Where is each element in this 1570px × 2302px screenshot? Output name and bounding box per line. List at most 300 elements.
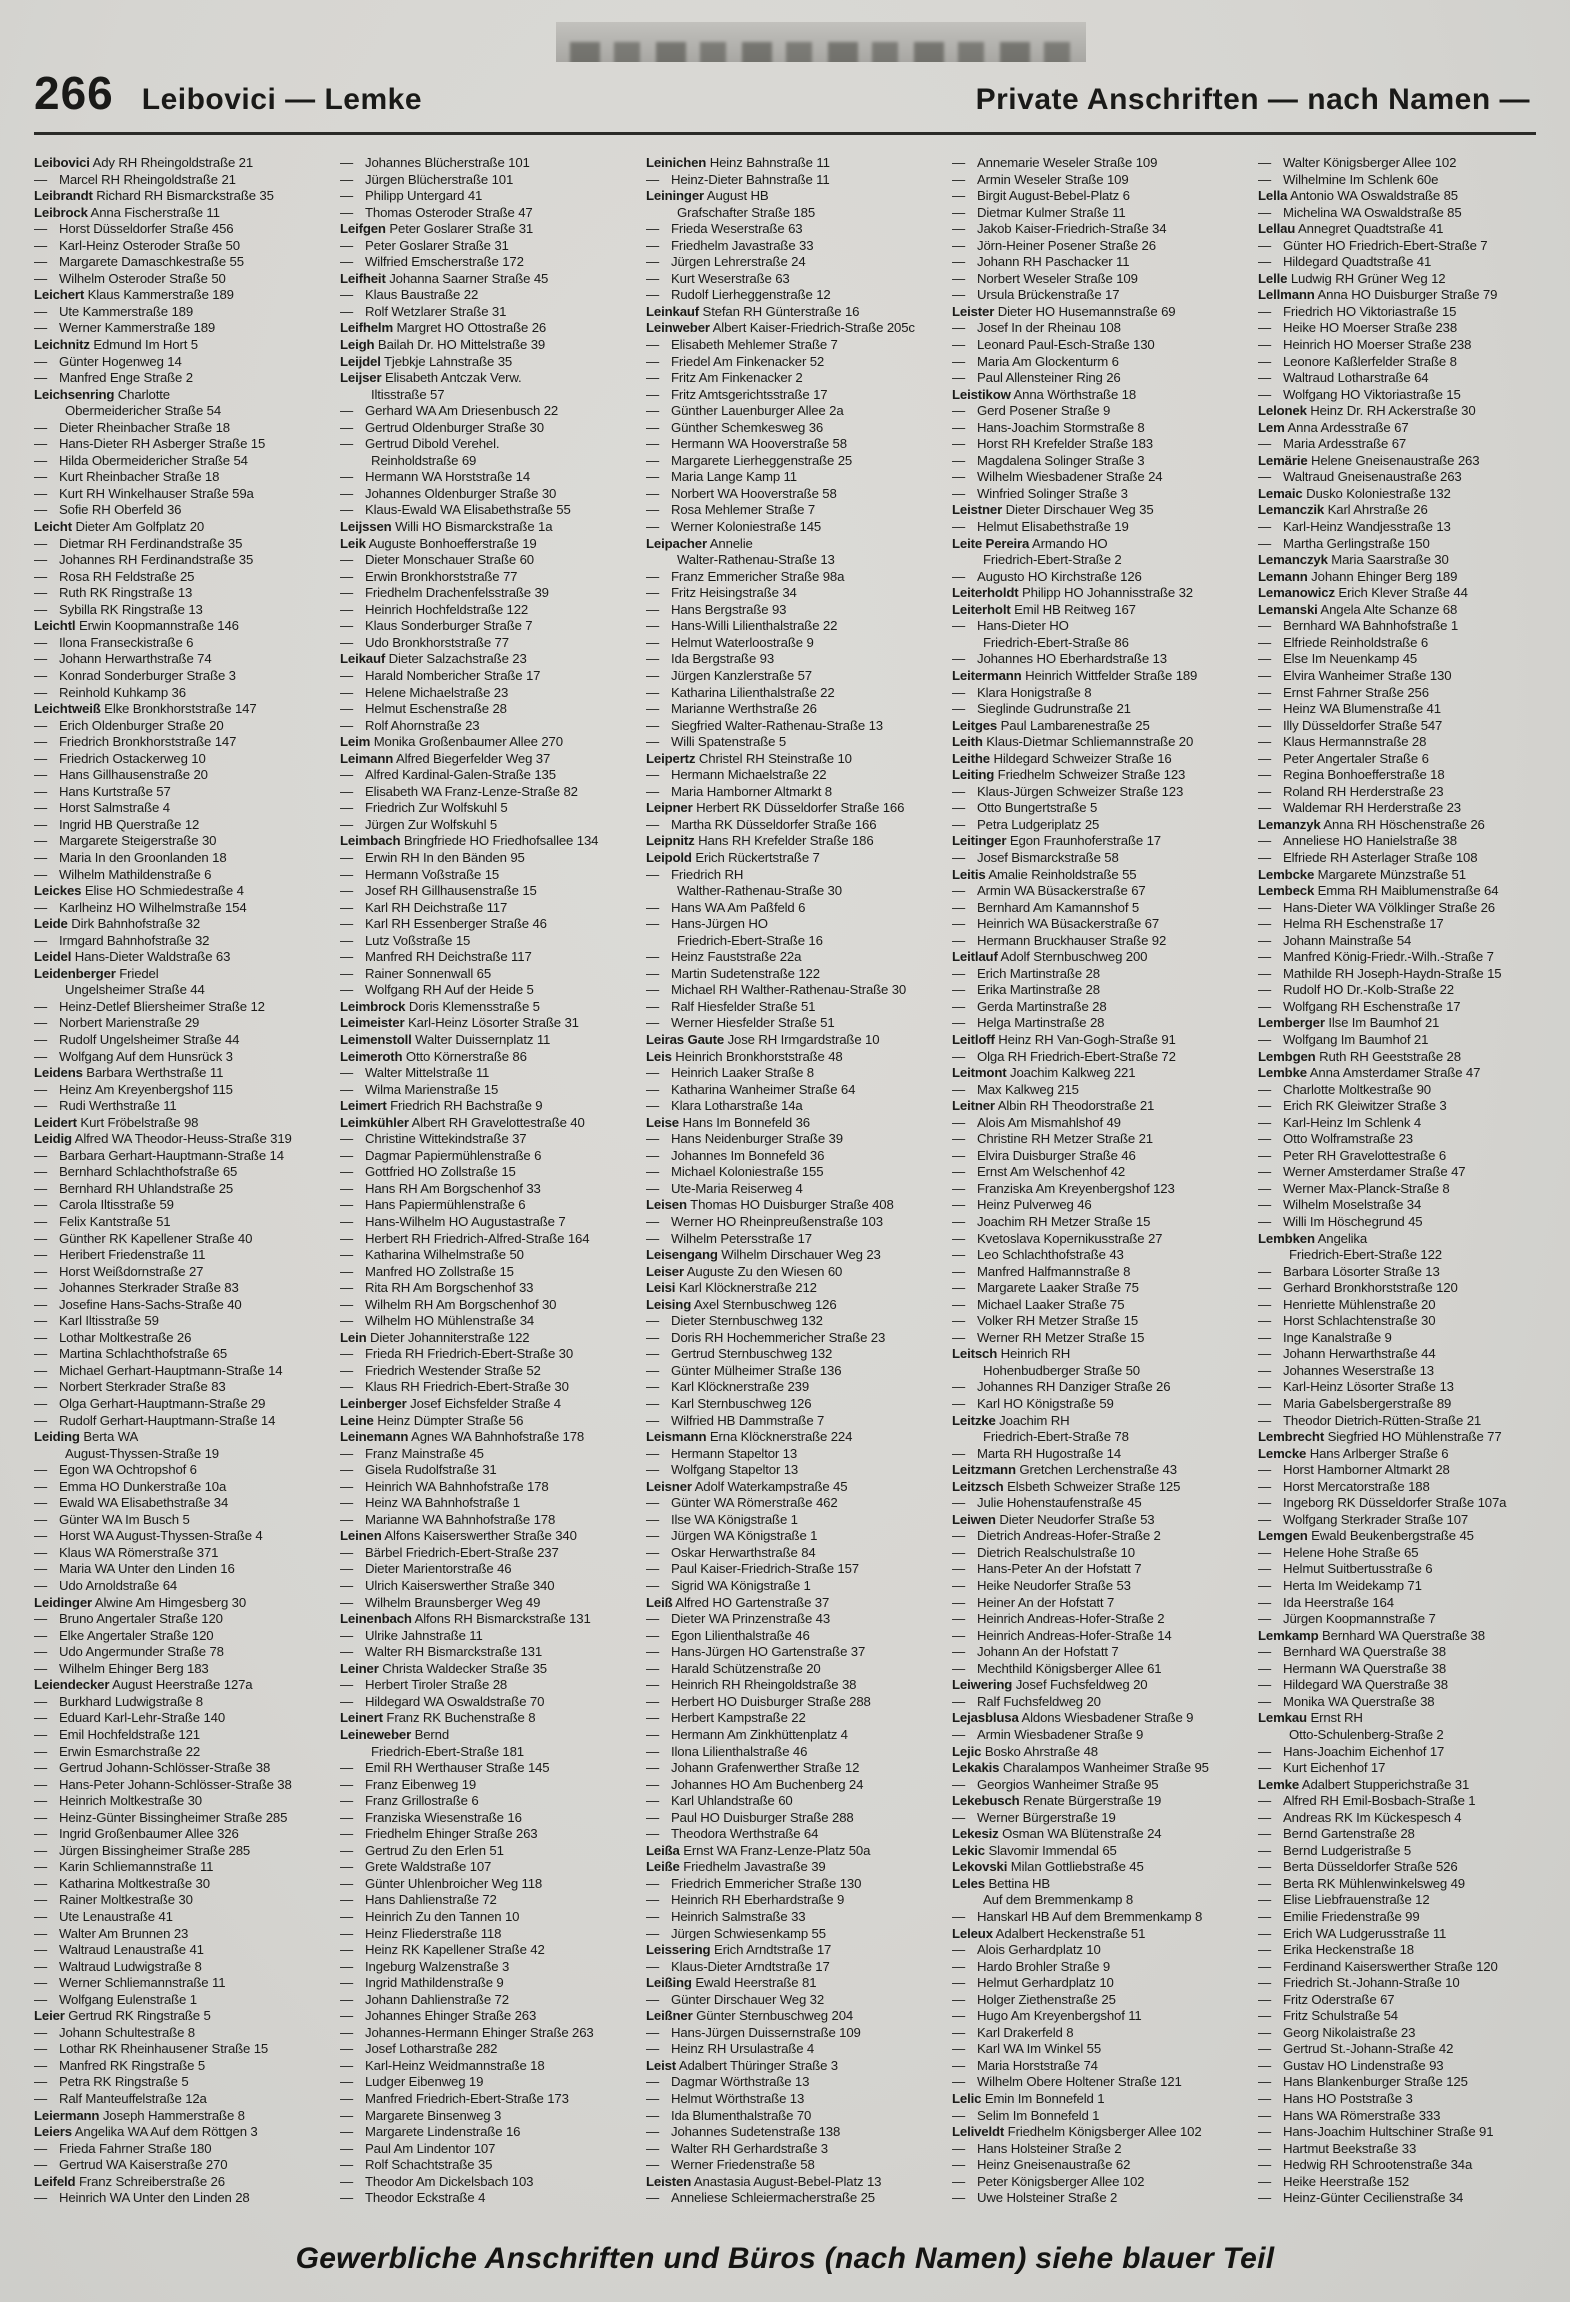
ditto-dash: — xyxy=(646,2074,660,2090)
entry-surname: Leithe xyxy=(952,750,990,766)
ditto-dash: — xyxy=(952,1908,966,1924)
directory-entry: Leitis Amalie Reinholdstraße 55 xyxy=(952,866,1137,882)
directory-entry: — Bärbel Friedrich-Ebert-Straße 237 xyxy=(340,1544,559,1560)
directory-entry: Leicht Dieter Am Golfplatz 20 xyxy=(34,519,205,535)
directory-entry: — Karl Sternbuschweg 126 xyxy=(646,1396,812,1412)
directory-entry: — Norbert Marienstraße 29 xyxy=(34,1015,200,1031)
directory-entry: — Maria Lange Kamp 11 xyxy=(646,469,797,485)
entry-surname: Lejic xyxy=(952,1743,982,1759)
ditto-dash: — xyxy=(340,155,354,170)
ditto-dash: — xyxy=(952,1230,966,1246)
directory-entry: — Ilse WA Königstraße 1 xyxy=(646,1511,798,1527)
directory-entry: — Klaus-Jürgen Schweizer Straße 123 xyxy=(952,783,1184,799)
directory-entry: — Gertrud Oldenburger Straße 30 xyxy=(340,419,544,435)
directory-entry: — Margarete Binsenweg 3 xyxy=(340,2107,502,2123)
directory-entry: — Wolfgang Eulenstraße 1 xyxy=(34,1991,197,2007)
directory-entry: — Magdalena Solinger Straße 3 xyxy=(952,452,1145,468)
directory-entry: Leitloff Heinz RH Van-Gogh-Straße 91 xyxy=(952,1031,1176,1047)
directory-entry: — Friedhelm Javastraße 33 xyxy=(646,237,814,253)
directory-entry: — Wilma Marienstraße 15 xyxy=(340,1081,499,1097)
directory-entry: — Rosa Mehlemer Straße 7 xyxy=(646,502,816,518)
ditto-dash: — xyxy=(952,436,966,452)
ditto-dash: — xyxy=(34,1842,48,1858)
directory-entry: — Herbert RH Friedrich-Alfred-Straße 164 xyxy=(340,1230,590,1246)
ditto-dash: — xyxy=(1258,1329,1272,1345)
directory-entry: — Siegfried Walter-Rathenau-Straße 13 xyxy=(646,717,883,733)
directory-entry: — Werner Amsterdamer Straße 47 xyxy=(1258,1164,1466,1180)
ditto-dash: — xyxy=(340,237,354,253)
entry-surname: Leinweber xyxy=(646,320,710,336)
directory-entry: — Michael Gerhart-Hauptmann-Straße 14 xyxy=(34,1362,283,1378)
directory-entry: — Waltraud Lenaustraße 41 xyxy=(34,1942,204,1958)
ditto-dash: — xyxy=(34,1809,48,1825)
directory-entry: Leitges Paul Lambarenestraße 25 xyxy=(952,717,1150,733)
directory-entry: Leistikow Anna Wörthstraße 18 xyxy=(952,386,1137,402)
ditto-dash: — xyxy=(1258,932,1272,948)
directory-entry: — Emma HO Dunkerstraße 10a xyxy=(34,1478,227,1494)
directory-entry: Leidel Hans-Dieter Waldstraße 63 xyxy=(34,949,231,965)
directory-entry: — Dietmar Kulmer Straße 11 xyxy=(952,204,1126,220)
directory-entry: Leitzmann Gretchen Lerchenstraße 43 xyxy=(952,1462,1177,1478)
ditto-dash: — xyxy=(34,800,48,816)
directory-entry: Lekesiz Osman WA Blütenstraße 24 xyxy=(952,1826,1162,1842)
directory-entry: — Manfred HO Zollstraße 15 xyxy=(340,1263,514,1279)
directory-entry: Friedrich-Ebert-Straße 181 xyxy=(371,1743,524,1759)
ditto-dash: — xyxy=(340,287,354,303)
directory-entry: — Fritz Am Finkenacker 2 xyxy=(646,370,803,386)
directory-entry: — Heinz Fliederstraße 118 xyxy=(340,1925,502,1941)
directory-entry: — Heinz-Günter Cecilienstraße 34 xyxy=(1258,2190,1464,2206)
directory-entry: Leist Adalbert Thüringer Straße 3 xyxy=(646,2057,838,2073)
directory-entry: — Fritz Amtsgerichtsstraße 17 xyxy=(646,386,828,402)
directory-entry: — Armin Weseler Straße 109 xyxy=(952,171,1129,187)
ditto-dash: — xyxy=(952,2057,966,2073)
ditto-dash: — xyxy=(646,419,660,435)
ditto-dash: — xyxy=(34,1660,48,1676)
ditto-dash: — xyxy=(646,1809,660,1825)
directory-entry: Lemanczyk Maria Saarstraße 30 xyxy=(1258,552,1449,568)
ditto-dash: — xyxy=(340,1346,354,1362)
ditto-dash: — xyxy=(1258,1743,1272,1759)
directory-entry: — Hans-Peter Johann-Schlösser-Straße 38 xyxy=(34,1776,292,1792)
page-range: Leibovici — Lemke xyxy=(141,83,423,116)
directory-entry: Leinberger Josef Eichsfelder Straße 4 xyxy=(340,1396,561,1412)
ditto-dash: — xyxy=(646,2190,660,2206)
ditto-dash: — xyxy=(952,651,966,667)
ditto-dash: — xyxy=(1258,204,1272,220)
entry-surname: Lekebusch xyxy=(952,1793,1020,1809)
ditto-dash: — xyxy=(1258,171,1272,187)
directory-entry: — Hildegard WA Oswaldstraße 70 xyxy=(340,1693,545,1709)
directory-entry: — Helmut Elisabethstraße 19 xyxy=(952,519,1129,535)
ditto-dash: — xyxy=(1258,1660,1272,1676)
directory-entry: — Dietrich Realschulstraße 10 xyxy=(952,1544,1135,1560)
directory-entry: — Heinrich Zu den Tannen 10 xyxy=(340,1908,520,1924)
directory-entry: — Klaus WA Römerstraße 371 xyxy=(34,1544,219,1560)
directory-entry: — Heiner An der Hofstatt 7 xyxy=(952,1594,1115,1610)
directory-entry: Lekakis Charalampos Wanheimer Straße 95 xyxy=(952,1760,1209,1776)
directory-entry: — Heinrich Salmstraße 33 xyxy=(646,1908,806,1924)
ditto-dash: — xyxy=(1258,1180,1272,1196)
ditto-dash: — xyxy=(646,2107,660,2123)
ditto-dash: — xyxy=(1258,1578,1272,1594)
directory-entry: — Elvira Wanheimer Straße 130 xyxy=(1258,667,1452,683)
entry-surname: Leimeroth xyxy=(340,1048,403,1064)
ditto-dash: — xyxy=(1258,2024,1272,2040)
directory-entry: — Wilhelm Braunsberger Weg 49 xyxy=(340,1594,541,1610)
entry-surname: Leichtl xyxy=(34,618,76,634)
directory-entry: — Horst Düsseldorfer Straße 456 xyxy=(34,221,234,237)
ditto-dash: — xyxy=(952,469,966,485)
ditto-dash: — xyxy=(340,1164,354,1180)
directory-entry: — Rolf Wetzlarer Straße 31 xyxy=(340,303,507,319)
ditto-dash: — xyxy=(952,1214,966,1229)
directory-entry: — Paul Allensteiner Ring 26 xyxy=(952,370,1121,386)
directory-entry: — Jürgen Blücherstraße 101 xyxy=(340,171,514,187)
directory-entry: — Hans Bergstraße 93 xyxy=(646,601,787,617)
ditto-dash: — xyxy=(952,1942,966,1958)
directory-entry: Leimbach Bringfriede HO Friedhofsallee 134 xyxy=(340,833,599,849)
ditto-dash: — xyxy=(952,899,966,915)
ditto-dash: — xyxy=(34,1180,48,1196)
directory-entry: — Maria Hamborner Altmarkt 8 xyxy=(646,783,832,799)
directory-entry: — Günther Schemkesweg 36 xyxy=(646,419,824,435)
ditto-dash: — xyxy=(646,1214,660,1229)
ditto-dash: — xyxy=(340,1760,354,1776)
ditto-dash: — xyxy=(952,1329,966,1345)
directory-entry: Leißing Ewald Heerstraße 81 xyxy=(646,1975,817,1991)
entry-surname: Leitloff xyxy=(952,1031,995,1047)
entry-surname: Leipacher xyxy=(646,535,707,551)
ditto-dash: — xyxy=(340,1561,354,1577)
ditto-dash: — xyxy=(952,883,966,899)
ditto-dash: — xyxy=(340,701,354,717)
ditto-dash: — xyxy=(34,1925,48,1941)
directory-entry: Leipnitz Hans RH Krefelder Straße 186 xyxy=(646,833,874,849)
directory-entry: — Ernst Am Welschenhof 42 xyxy=(952,1164,1126,1180)
entry-surname: Lekesiz xyxy=(952,1826,999,1842)
ditto-dash: — xyxy=(34,866,48,882)
directory-entry: — Andreas RK Im Kückespesch 4 xyxy=(1258,1809,1462,1825)
ditto-dash: — xyxy=(340,932,354,948)
ditto-dash: — xyxy=(34,568,48,584)
ditto-dash: — xyxy=(340,1197,354,1213)
entry-surname: Lein xyxy=(340,1329,367,1345)
ditto-dash: — xyxy=(1258,2090,1272,2106)
directory-entry: — Günther Lauenburger Allee 2a xyxy=(646,403,844,419)
directory-entry: Leite Pereira Armando HO xyxy=(952,535,1108,551)
directory-entry: — Horst Weißdornstraße 27 xyxy=(34,1263,204,1279)
ditto-dash: — xyxy=(340,1958,354,1974)
directory-entry: — Manfred König-Friedr.-Wilh.-Straße 7 xyxy=(1258,949,1494,965)
directory-entry: — Bernhard RH Uhlandstraße 25 xyxy=(34,1180,234,1196)
directory-entry: — Günter Mülheimer Straße 136 xyxy=(646,1362,842,1378)
entry-surname: Leidens xyxy=(34,1065,83,1081)
directory-entry: — Bernhard Am Kamannshof 5 xyxy=(952,899,1140,915)
ditto-dash: — xyxy=(1258,1842,1272,1858)
ditto-dash: — xyxy=(34,1396,48,1412)
entry-surname: Leibrock xyxy=(34,204,88,220)
ditto-dash: — xyxy=(340,568,354,584)
entry-surname: Leiting xyxy=(952,767,995,783)
directory-entry: — Alois Am Mismahlshof 49 xyxy=(952,1114,1121,1130)
ditto-dash: — xyxy=(1258,1693,1272,1709)
directory-entry: — Helma RH Eschenstraße 17 xyxy=(1258,916,1444,932)
directory-entry: — Konrad Sonderburger Straße 3 xyxy=(34,667,236,683)
directory-entry: Lemkamp Bernhard WA Querstraße 38 xyxy=(1258,1627,1485,1643)
directory-entry: Friedrich-Ebert-Straße 122 xyxy=(1289,1247,1442,1263)
entry-surname: Leitzsch xyxy=(952,1478,1004,1494)
directory-entry: — Gertrud WA Kaiserstraße 270 xyxy=(34,2157,228,2173)
ditto-dash: — xyxy=(952,2041,966,2057)
ditto-dash: — xyxy=(340,2190,354,2206)
entry-surname: Leidert xyxy=(34,1114,77,1130)
ditto-dash: — xyxy=(1258,1462,1272,1478)
entry-surname: Leichsenring xyxy=(34,386,115,402)
ditto-dash: — xyxy=(1258,965,1272,981)
ditto-dash: — xyxy=(34,1528,48,1544)
ditto-dash: — xyxy=(1258,519,1272,535)
ditto-dash: — xyxy=(340,188,354,204)
directory-entry: — Sybilla RK Ringstraße 13 xyxy=(34,601,203,617)
ditto-dash: — xyxy=(646,899,660,915)
directory-entry: — Johannes RH Danziger Straße 26 xyxy=(952,1379,1171,1395)
entry-surname: Leissering xyxy=(646,1942,711,1958)
ditto-dash: — xyxy=(340,2024,354,2040)
ditto-dash: — xyxy=(340,1379,354,1395)
ditto-dash: — xyxy=(952,684,966,700)
directory-entry: — Karl-Heinz Osteroder Straße 50 xyxy=(34,237,240,253)
ditto-dash: — xyxy=(1258,254,1272,270)
directory-entry: Leickes Elise HO Schmiedestraße 4 xyxy=(34,883,244,899)
entry-surname: Lembeck xyxy=(1258,883,1315,899)
ditto-dash: — xyxy=(952,1379,966,1395)
ditto-dash: — xyxy=(952,1396,966,1412)
directory-entry: — Peter RH Gravelottestraße 6 xyxy=(1258,1147,1447,1163)
ditto-dash: — xyxy=(34,849,48,865)
entry-surname: Lembcke xyxy=(1258,866,1315,882)
directory-entry: — Petra Ludgeriplatz 25 xyxy=(952,816,1100,832)
entry-surname: Leijssen xyxy=(340,519,392,535)
directory-entry: — Ferdinand Kaiserswerther Straße 120 xyxy=(1258,1958,1498,1974)
directory-entry: — Friedel Am Finkenacker 52 xyxy=(646,353,825,369)
directory-entry: Leidens Barbara Werthstraße 11 xyxy=(34,1065,224,1081)
directory-entry: — Ursula Brückenstraße 17 xyxy=(952,287,1120,303)
directory-entry: — Johannes Blücherstraße 101 xyxy=(340,155,530,170)
ditto-dash: — xyxy=(340,1578,354,1594)
directory-entry: — Rainer Sonnenwall 65 xyxy=(340,965,492,981)
directory-entry: — Helmut Gerhardplatz 10 xyxy=(952,1975,1114,1991)
directory-entry: — Karl WA Im Winkel 55 xyxy=(952,2041,1102,2057)
directory-entry: Lemkau Ernst RH xyxy=(1258,1710,1363,1726)
directory-entry: — Fritz Oderstraße 67 xyxy=(1258,1991,1395,2007)
directory-entry: Leimeister Karl-Heinz Lösorter Straße 31 xyxy=(340,1015,579,1031)
ditto-dash: — xyxy=(340,1842,354,1858)
directory-entry: Lelic Emin Im Bonnefeld 1 xyxy=(952,2090,1105,2106)
ditto-dash: — xyxy=(1258,916,1272,932)
ditto-dash: — xyxy=(34,717,48,733)
directory-entry: — Michelina WA Oswaldstraße 85 xyxy=(1258,204,1462,220)
directory-entry: — Heinz-Dieter Bahnstraße 11 xyxy=(646,171,830,187)
entry-surname: Lemärie xyxy=(1258,452,1308,468)
entry-surname: Leiding xyxy=(34,1429,80,1445)
entry-surname: Lejasblusa xyxy=(952,1710,1019,1726)
ditto-dash: — xyxy=(646,734,660,750)
ditto-dash: — xyxy=(340,1511,354,1527)
directory-entry: — Jürgen Bissingheimer Straße 285 xyxy=(34,1842,251,1858)
ditto-dash: — xyxy=(340,436,354,452)
directory-entry: — Reinhold Kuhkamp 36 xyxy=(34,684,186,700)
entry-surname: Leitinger xyxy=(952,833,1007,849)
directory-entry: — Johannes Im Bonnefeld 36 xyxy=(646,1147,825,1163)
directory-entry: — Irmgard Bahnhofstraße 32 xyxy=(34,932,210,948)
directory-entry: — Hanskarl HB Auf dem Bremmenkamp 8 xyxy=(952,1908,1203,1924)
directory-entry: Leimann Alfred Biegerfelder Weg 37 xyxy=(340,750,551,766)
ditto-dash: — xyxy=(646,618,660,634)
entry-surname: Leibovici xyxy=(34,155,90,170)
directory-entry: — Ulrike Jahnstraße 11 xyxy=(340,1627,483,1643)
ditto-dash: — xyxy=(34,1462,48,1478)
directory-entry: Leisen Thomas HO Duisburger Straße 408 xyxy=(646,1197,894,1213)
ditto-dash: — xyxy=(952,2190,966,2206)
ditto-dash: — xyxy=(646,998,660,1014)
ditto-dash: — xyxy=(340,1942,354,1958)
ditto-dash: — xyxy=(952,287,966,303)
directory-entry: — Ingeburg Walzenstraße 3 xyxy=(340,1958,510,1974)
entry-surname: Leine xyxy=(340,1412,374,1428)
directory-entry: — Hans-Wilhelm HO Augustastraße 7 xyxy=(340,1214,566,1229)
directory-entry: — Jörn-Heiner Posener Straße 26 xyxy=(952,237,1156,253)
directory-entry: — Theodora Werthstraße 64 xyxy=(646,1826,819,1842)
ditto-dash: — xyxy=(340,1296,354,1312)
directory-entry: — Hildegard Quadtstraße 41 xyxy=(1258,254,1432,270)
directory-entry: — Rudolf HO Dr.-Kolb-Straße 22 xyxy=(1258,982,1454,998)
directory-entry: Lemgen Ewald Beukenbergstraße 45 xyxy=(1258,1528,1474,1544)
entry-surname: Leitges xyxy=(952,717,998,733)
directory-entry: — Jürgen Schwiesenkamp 55 xyxy=(646,1925,826,1941)
directory-entry: — Illy Düsseldorfer Straße 547 xyxy=(1258,717,1443,733)
ditto-dash: — xyxy=(1258,684,1272,700)
ditto-dash: — xyxy=(646,2140,660,2156)
ditto-dash: — xyxy=(646,502,660,518)
directory-entry: — Johann Mainstraße 54 xyxy=(1258,932,1412,948)
directory-entry: — Bernhard Schlachthofstraße 65 xyxy=(34,1164,238,1180)
directory-entry: Leineweber Bernd xyxy=(340,1726,450,1742)
ditto-dash: — xyxy=(34,1892,48,1908)
ditto-dash: — xyxy=(952,2157,966,2173)
ditto-dash: — xyxy=(646,1710,660,1726)
ditto-dash: — xyxy=(646,1147,660,1163)
directory-entry: — Johann RH Paschacker 11 xyxy=(952,254,1130,270)
entry-surname: Lekakis xyxy=(952,1760,1000,1776)
ditto-dash: — xyxy=(952,485,966,501)
directory-entry: — Alfred Kardinal-Galen-Straße 135 xyxy=(340,767,556,783)
ditto-dash: — xyxy=(1258,849,1272,865)
directory-entry: — Harald Schützenstraße 20 xyxy=(646,1660,821,1676)
directory-entry: — Joachim RH Metzer Straße 15 xyxy=(952,1214,1151,1229)
ditto-dash: — xyxy=(340,1065,354,1081)
directory-entry: — Heinrich RH Eberhardstraße 9 xyxy=(646,1892,845,1908)
directory-entry: — Paul Kaiser-Friedrich-Straße 157 xyxy=(646,1561,859,1577)
entry-surname: Lekovski xyxy=(952,1859,1008,1875)
ditto-dash: — xyxy=(952,1445,966,1461)
ditto-dash: — xyxy=(646,816,660,832)
ditto-dash: — xyxy=(34,1743,48,1759)
directory-entry: — Olga RH Friedrich-Ebert-Straße 72 xyxy=(952,1048,1176,1064)
ditto-dash: — xyxy=(1258,1942,1272,1958)
entry-surname: Leisner xyxy=(646,1478,692,1494)
ditto-dash: — xyxy=(34,1247,48,1263)
ditto-dash: — xyxy=(34,1164,48,1180)
directory-entry: — Josef Bismarckstraße 58 xyxy=(952,849,1119,865)
directory-entry: — Johann Dahlienstraße 72 xyxy=(340,1991,509,2007)
ditto-dash: — xyxy=(952,816,966,832)
directory-entry: — Kurt RH Winkelhauser Straße 59a xyxy=(34,485,254,501)
ditto-dash: — xyxy=(340,585,354,601)
ditto-dash: — xyxy=(1258,1164,1272,1180)
directory-entry: — Klara Lotharstraße 14a xyxy=(646,1098,803,1114)
ditto-dash: — xyxy=(646,982,660,998)
ditto-dash: — xyxy=(34,303,48,319)
directory-entry: Leiterholt Emil HB Reitweg 167 xyxy=(952,601,1136,617)
entry-surname: Leise xyxy=(646,1114,679,1130)
entry-surname: Lem xyxy=(1258,419,1285,435)
ditto-dash: — xyxy=(34,535,48,551)
directory-entry: — Bruno Angertaler Straße 120 xyxy=(34,1611,223,1627)
directory-entry: — Rolf Ahornstraße 23 xyxy=(340,717,480,733)
directory-entry: — Dagmar Wörthstraße 13 xyxy=(646,2074,810,2090)
ditto-dash: — xyxy=(34,353,48,369)
entry-surname: Lemanski xyxy=(1258,601,1318,617)
ditto-dash: — xyxy=(34,1644,48,1660)
directory-entry: — Inge Kanalstraße 9 xyxy=(1258,1329,1392,1345)
directory-entry: Friedrich-Ebert-Straße 86 xyxy=(983,634,1129,650)
directory-entry: Leichsenring Charlotte xyxy=(34,386,170,402)
directory-entry: — Lothar RK Rheinhausener Straße 15 xyxy=(34,2041,269,2057)
directory-entry: — Franz Eibenweg 19 xyxy=(340,1776,477,1792)
directory-entry: Leiers Angelika WA Auf dem Röttgen 3 xyxy=(34,2124,258,2140)
ditto-dash: — xyxy=(646,403,660,419)
ditto-dash: — xyxy=(1258,1098,1272,1114)
directory-entry: — Jakob Kaiser-Friedrich-Straße 34 xyxy=(952,221,1167,237)
directory-entry: — Hermann Bruckhauser Straße 92 xyxy=(952,932,1167,948)
directory-entry: Leißner Günter Sternbuschweg 204 xyxy=(646,2008,854,2024)
ditto-dash: — xyxy=(646,1693,660,1709)
directory-entry: — Ida Bergstraße 93 xyxy=(646,651,775,667)
directory-entry: — Rolf Schachtstraße 35 xyxy=(340,2157,493,2173)
directory-entry: — Ute Kammerstraße 189 xyxy=(34,303,194,319)
directory-entry: — Theodor Dietrich-Rütten-Straße 21 xyxy=(1258,1412,1482,1428)
ditto-dash: — xyxy=(340,1627,354,1643)
directory-entry: — Manfred Friedrich-Ebert-Straße 173 xyxy=(340,2090,569,2106)
ditto-dash: — xyxy=(34,1495,48,1511)
directory-entry: — Gertrud Dibold Verehel. xyxy=(340,436,500,452)
directory-entry: — Dieter Sternbuschweg 132 xyxy=(646,1313,823,1329)
directory-entry: — Elke Angertaler Straße 120 xyxy=(34,1627,214,1643)
directory-entry: — Ralf Manteuffelstraße 12a xyxy=(34,2090,207,2106)
directory-entry: — Philipp Untergard 41 xyxy=(340,188,483,204)
page-footer xyxy=(0,2242,1570,2276)
directory-entry: — Hermann Am Zinkhüttenplatz 4 xyxy=(646,1726,848,1742)
ditto-dash: — xyxy=(1258,634,1272,650)
ditto-dash: — xyxy=(952,419,966,435)
directory-entry: Friedrich-Ebert-Straße 2 xyxy=(983,552,1122,568)
ditto-dash: — xyxy=(1258,2041,1272,2057)
directory-entry: — Maria Horststraße 74 xyxy=(952,2057,1098,2073)
ditto-dash: — xyxy=(646,2041,660,2057)
directory-entry: — Ida Heerstraße 164 xyxy=(1258,1594,1394,1610)
directory-entry: — Martin Sudetenstraße 122 xyxy=(646,965,820,981)
